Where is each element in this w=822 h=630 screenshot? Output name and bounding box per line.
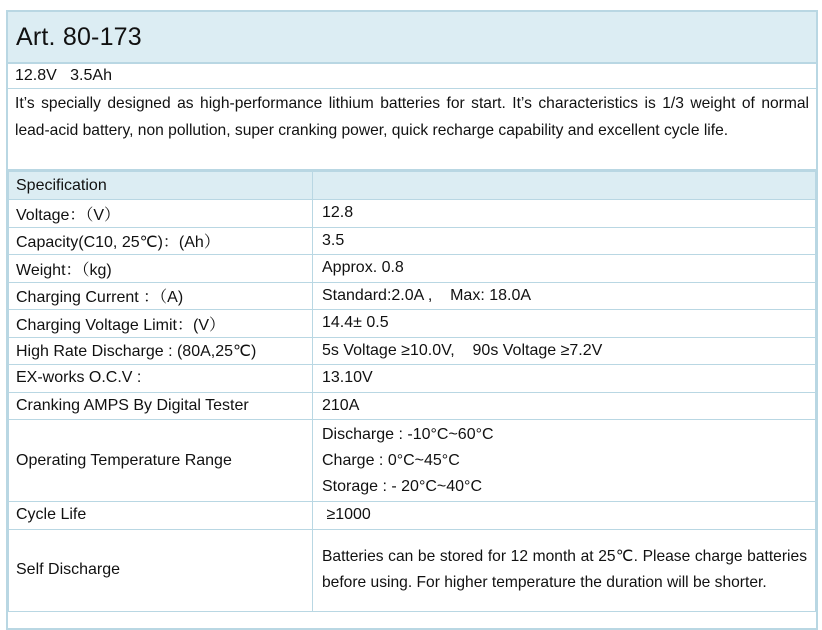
spec-value: 13.10V [313, 365, 816, 393]
spec-value: Batteries can be stored for 12 month at 25℃. Please charge batteries before using. For higher temperature the duration will be shorter. [313, 529, 816, 611]
spec-label: Charging Current ：（A) [9, 282, 313, 310]
table-row [9, 529, 816, 611]
spec-value: 3.5 [313, 227, 816, 255]
table-row [9, 420, 816, 502]
spec-label: High Rate Discharge : (80A,25℃) [9, 337, 313, 365]
spec-value: 14.4± 0.5 [313, 310, 816, 338]
spec-header-label: Specification [9, 172, 313, 200]
spec-value [313, 420, 816, 502]
table-row [9, 310, 816, 338]
article-title: Art. 80-173 [16, 22, 142, 51]
table-row [9, 365, 816, 393]
operating-line: Storage : - 20°C~40°C [322, 477, 482, 495]
spec-label: Voltage：（V） [9, 200, 313, 228]
spec-label: Operating Temperature Range [9, 420, 313, 502]
operating-line: Discharge : -10°C~60°C [322, 425, 494, 443]
table-row [9, 502, 816, 530]
spec-label: Self Discharge [9, 529, 313, 611]
operating-line: Charge : 0°C~45°C [322, 451, 460, 469]
table-row [9, 227, 816, 255]
spec-header-row [9, 172, 816, 200]
spec-value: Approx. 0.8 [313, 255, 816, 283]
spec-value: 210A [313, 392, 816, 420]
rating-line: 12.8V 3.5Ah [8, 64, 816, 89]
spec-label: Cranking AMPS By Digital Tester [9, 392, 313, 420]
spec-value: Standard:2.0A , Max: 18.0A [313, 282, 816, 310]
table-row [9, 200, 816, 228]
title-bar [8, 12, 816, 64]
spec-header-value [313, 172, 816, 200]
specification-table [8, 171, 816, 612]
table-row [9, 337, 816, 365]
table-row [9, 282, 816, 310]
spec-value: 12.8 [313, 200, 816, 228]
spec-value: ≥1000 [313, 502, 816, 530]
table-row [9, 255, 816, 283]
product-spec-sheet [6, 10, 818, 630]
spec-label: EX-works O.C.V : [9, 365, 313, 393]
spec-label: Charging Voltage Limit：(V） [9, 310, 313, 338]
spec-label: Capacity(C10, 25℃)：(Ah） [9, 227, 313, 255]
spec-label: Weight：（kg) [9, 255, 313, 283]
spec-value: 5s Voltage ≥10.0V, 90s Voltage ≥7.2V [313, 337, 816, 365]
spec-label: Cycle Life [9, 502, 313, 530]
description-text: It’s specially designed as high-performance lithium batteries for start. It’s characteristics is 1/3 weight of normal lead-acid battery, non pollution, super cranking power, quick recharge capability and excellent cycle life. [8, 89, 816, 171]
table-row [9, 392, 816, 420]
